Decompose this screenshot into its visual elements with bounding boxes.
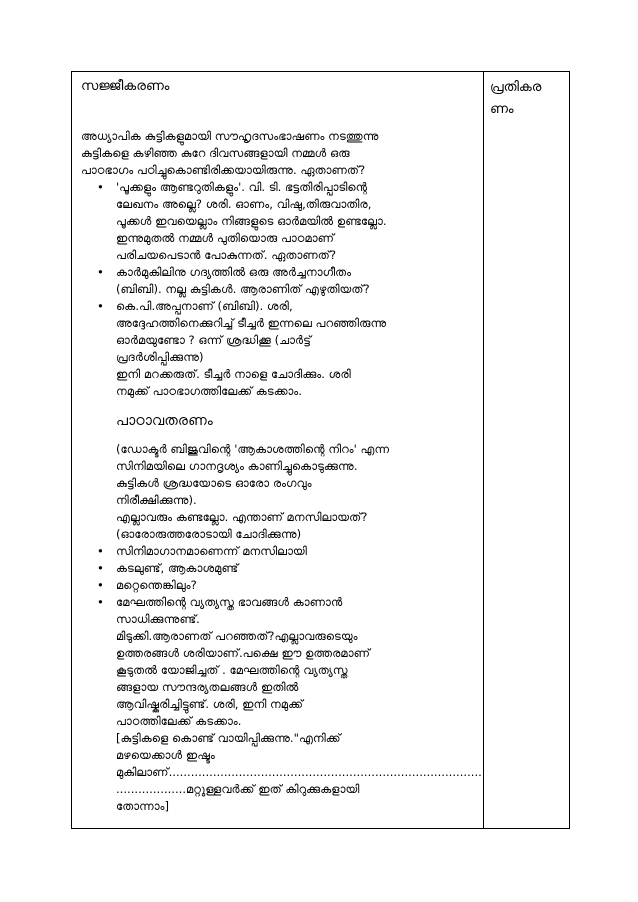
activity-header: സജ്ജീകരണം [81, 78, 170, 94]
section-line: എല്ലാവരും കണ്ടല്ലോ. എന്താണ് മനസിലായത്? [116, 510, 368, 524]
list-item-line: പ്രദർശിപ്പിക്കുന്നു) [116, 350, 204, 364]
bullet-icon: • [97, 265, 104, 279]
list-item-line: മേഘത്തിന്റെ വ്യത്യസ്ത ഭാവങ്ങൾ കാണാൻ [116, 595, 343, 609]
list-item [81, 543, 477, 560]
section-line: സിനിമയിലെ ഗാനദൃശ്യം കാണിച്ചുകൊടുക്കുന്നു. [116, 459, 358, 473]
list-item-line: ...................മറ്റുള്ളവർക്ക് ഇത് കിറുക്കുകളായി [116, 782, 360, 796]
list-item-line: കൂടുതൽ യോജിച്ചത് . മേഘത്തിന്റെ വ്യത്യസ്ത [116, 663, 348, 677]
bullet-icon: • [97, 595, 104, 609]
intro-line: അധ്യാപിക കുട്ടികളുമായി സൗഹൃദസംഭാഷണം നടത്തുന്നു [81, 129, 379, 143]
list-item-line: മറ്റെന്തെങ്കിലും? [116, 578, 197, 592]
list-item-line: ഓർമയുണ്ടോ ? ഒന്ന് ശ്രദ്ധിക്കൂ (ചാർട്ട് [116, 333, 312, 347]
list-item-line: മഴയെക്കാൾ ഇഷ്ടം [116, 748, 215, 762]
list-item-line: ഉത്തരങ്ങൾ ശരിയാണ്.പക്ഷെ ഈ ഉത്തരമാണ് [116, 646, 370, 660]
list-item-line: പൂക്കൾ ഇവയെല്ലാം നിങ്ങളുടെ ഓർമയിൽ ഉണ്ടല്ലോ. [116, 214, 387, 228]
list-item-line: [കുട്ടികളെ കൊണ്ട് വായിപ്പിക്കുന്നു."എനിക്ക് [116, 731, 341, 745]
intro-line: കുട്ടികളെ കഴിഞ്ഞ കുറേ ദിവസങ്ങളായി നമ്മൾ ഒരു [81, 146, 350, 160]
list-item-line: അദ്ദേഹത്തിനെക്കുറിച്ച് ടീച്ചർ ഇന്നലെ പറഞ്ഞിരുന്നു [116, 316, 387, 330]
section-line: (ഓരോരുത്തരോടായി ചോദിക്കുന്നു) [116, 527, 302, 541]
list-item-line: സിനിമാഗാനമാണെന്ന് മനസിലായി [116, 544, 307, 558]
bullet-icon: • [97, 561, 104, 575]
list-item [81, 560, 477, 577]
list-item-line: നമുക്ക് പാഠഭാഗത്തിലേക്ക് കടക്കാം. [116, 384, 302, 398]
list-item [81, 298, 477, 400]
column-divider [483, 72, 484, 828]
list-item-line: മിടുക്കി.ആരാണത് പറഞ്ഞത്?എല്ലാവരുടെയും [116, 629, 358, 643]
response-header-line-1: പ്രതികര [490, 79, 542, 95]
list-item-line: 'പൂക്കളും ആണ്ടറുതികളും'. വി. ടി. ഭട്ടതിരിപ്പാടിന്റെ [116, 180, 368, 194]
list-item-line: ഇനി മറക്കരുത്. ടീച്ചർ നാളെ ചോദിക്കും. ശരി [116, 367, 351, 381]
bullet-icon: • [97, 544, 104, 558]
bullet-icon: • [97, 180, 104, 194]
activity-column [81, 76, 482, 815]
section-line: (ഡോക്ടർ ബിജുവിന്റെ 'ആകാശത്തിന്റെ നിറം' എന്ന [116, 442, 390, 456]
response-bullet-list [81, 543, 482, 815]
list-item-line: കാർമുകിലിനു ഗദ്യത്തിൽ ഒരു അർച്ചനാഗീതം [116, 265, 352, 279]
list-item-line: കെ.പി.അപ്പനാണ് (ബിബി). ശരി, [116, 299, 293, 313]
lesson-table [71, 71, 570, 829]
response-header-line-2: ണം [490, 101, 514, 117]
intro-bullet-list [81, 179, 477, 400]
bullet-icon: • [97, 299, 104, 313]
intro-paragraph [81, 128, 477, 179]
list-item-line: സാധിക്കുന്നുണ്ട്. [116, 612, 200, 626]
list-item-line: ഇന്നുമുതൽ നമ്മൾ പുതിയൊരു പാഠമാണ് [116, 231, 335, 245]
list-item-line: ആവിഷ്കരിച്ചിട്ടുണ്ട്. ശരി, ഇനി നമുക്ക് [116, 697, 303, 711]
list-item-line: മുകിലാണ്..................................................................................... [116, 765, 482, 779]
list-item-line: ലേഖനം അല്ലെ? ശരി. ഓണം, വിഷു,തിരുവാതിര, [116, 197, 372, 211]
section-heading: പാഠാവതരണം [116, 413, 213, 429]
intro-line: പാഠഭാഗം പഠിച്ചുകൊണ്ടിരിക്കയായിരുന്നു. ഏതാണത്? [81, 163, 366, 177]
list-item-line: കടലുണ്ട്, ആകാശമുണ്ട് [116, 561, 239, 575]
bullet-icon: • [97, 578, 104, 592]
list-item [81, 179, 477, 264]
list-item-line: പരിചയപെടാൻ പോകുന്നത്. ഏതാണത്? [116, 248, 337, 262]
section-paragraph [81, 441, 477, 543]
list-item [81, 594, 482, 815]
list-item-line: തോന്നാം] [116, 799, 169, 813]
section-line: നിരീക്ഷിക്കുന്നു). [116, 493, 197, 507]
list-item-line: ങ്ങളായ സൗന്ദര്യതലങ്ങൾ ഇതിൽ [116, 680, 299, 694]
section-line: കുട്ടികൾ ശ്രദ്ധയോടെ ഓരോ രംഗവും [116, 476, 312, 490]
list-item-line: പാഠത്തിലേക്ക് കടക്കാം. [116, 714, 242, 728]
list-item [81, 264, 477, 298]
response-column [490, 76, 566, 120]
list-item-line: (ബിബി). നല്ല കുട്ടികൾ. ആരാണിത് എഴുതിയത്? [116, 282, 370, 296]
list-item [81, 577, 477, 594]
